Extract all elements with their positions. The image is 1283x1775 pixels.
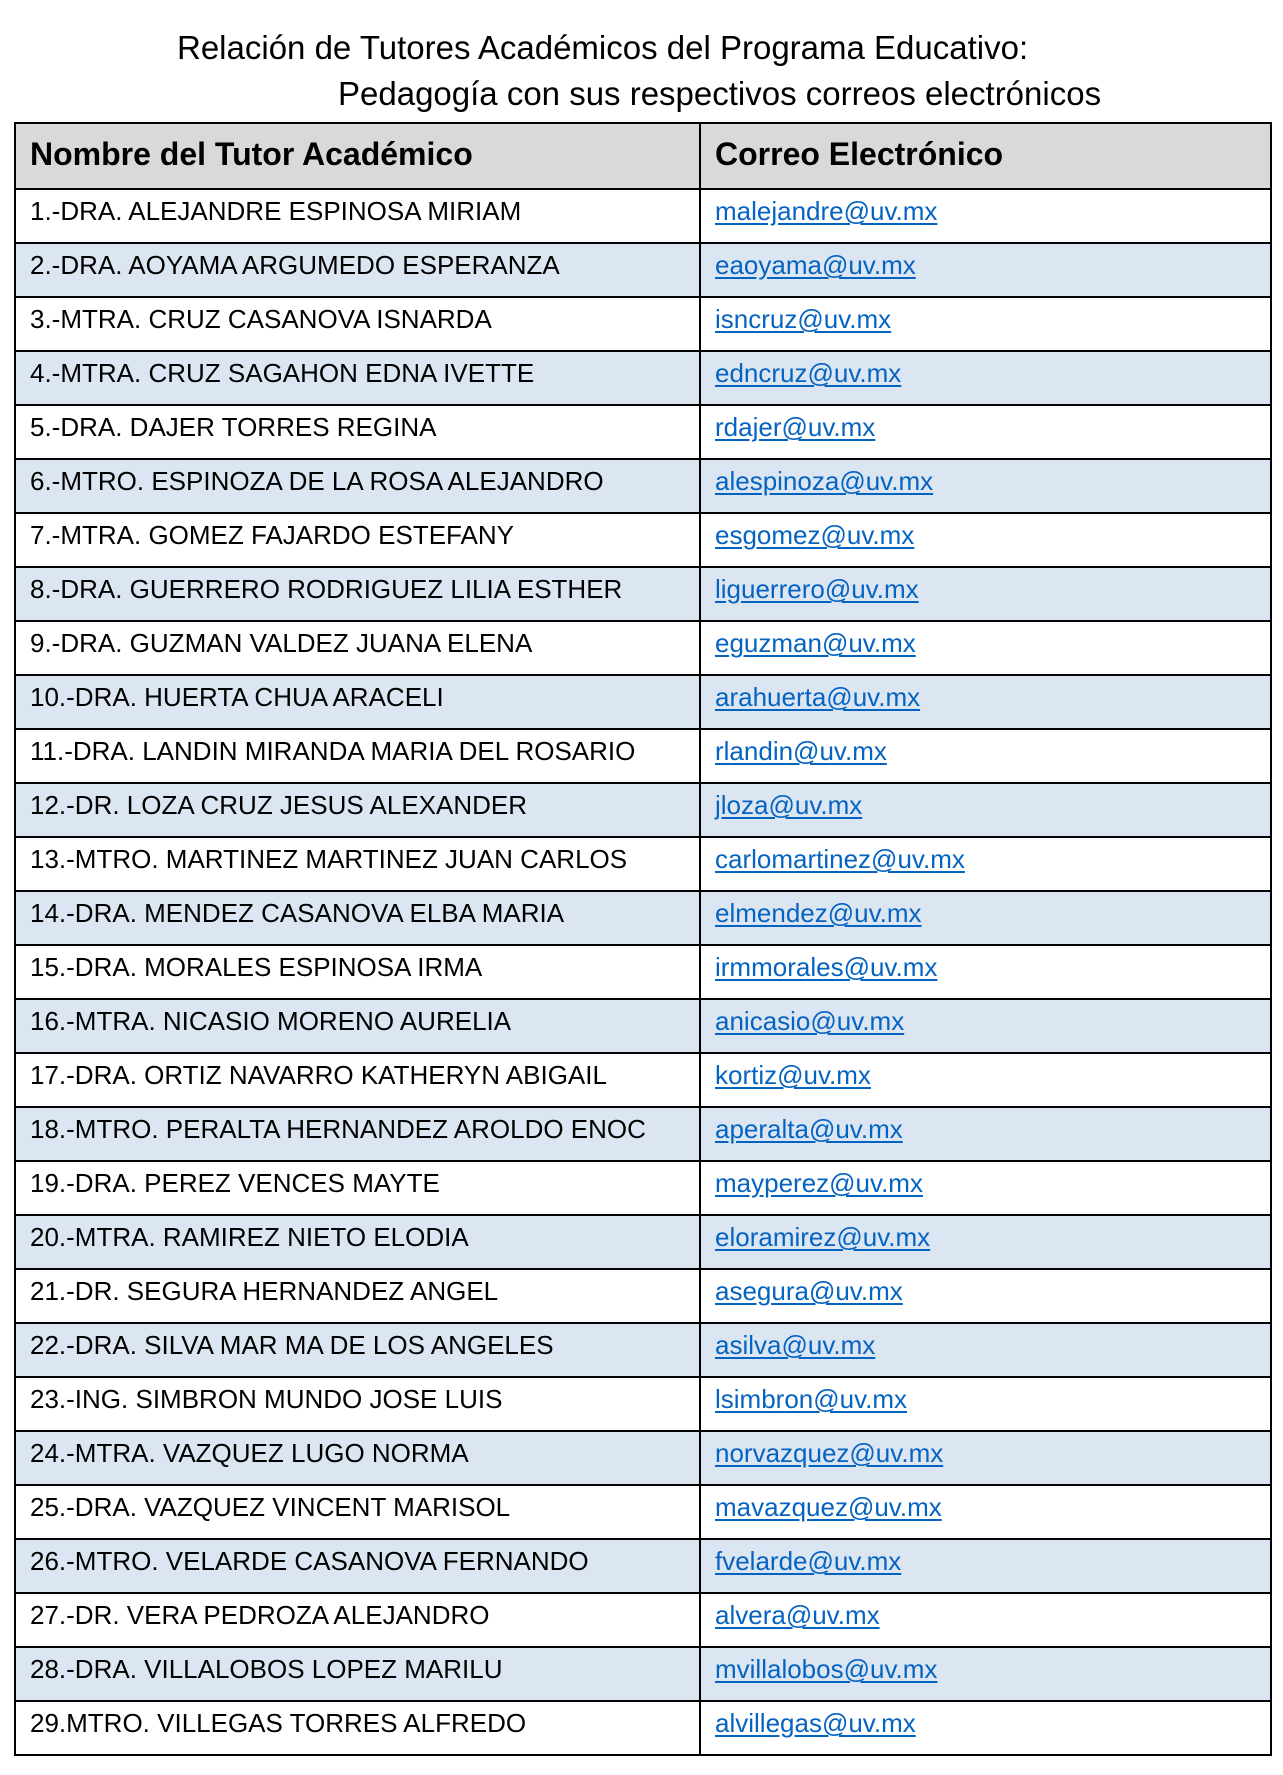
tutor-email-link[interactable]: asegura@uv.mx bbox=[715, 1276, 903, 1306]
tutor-email-cell bbox=[700, 243, 1271, 297]
tutor-email-cell bbox=[700, 1485, 1271, 1539]
tutor-email-link[interactable]: rdajer@uv.mx bbox=[715, 412, 876, 442]
tutor-name-cell: 10.-DRA. HUERTA CHUA ARACELI bbox=[15, 675, 700, 729]
tutor-email-link[interactable]: lsimbron@uv.mx bbox=[715, 1384, 908, 1414]
table-row bbox=[15, 189, 1271, 243]
tutor-email-cell bbox=[700, 351, 1271, 405]
tutor-name-cell: 13.-MTRO. MARTINEZ MARTINEZ JUAN CARLOS bbox=[15, 837, 700, 891]
tutor-email-link[interactable]: esgomez@uv.mx bbox=[715, 520, 915, 550]
tutor-name-cell: 29.MTRO. VILLEGAS TORRES ALFREDO bbox=[15, 1701, 700, 1755]
tutor-email-cell bbox=[700, 1701, 1271, 1755]
tutor-email-link[interactable]: mavazquez@uv.mx bbox=[715, 1492, 942, 1522]
tutor-name-cell: 6.-MTRO. ESPINOZA DE LA ROSA ALEJANDRO bbox=[15, 459, 700, 513]
tutor-email-link[interactable]: aperalta@uv.mx bbox=[715, 1114, 903, 1144]
document-title-line-1: Relación de Tutores Académicos del Programa Educativo: bbox=[177, 29, 1029, 66]
table-row bbox=[15, 567, 1271, 621]
tutor-email-cell bbox=[700, 1539, 1271, 1593]
table-row bbox=[15, 1377, 1271, 1431]
table-row bbox=[15, 945, 1271, 999]
table-row bbox=[15, 837, 1271, 891]
tutor-email-cell bbox=[700, 405, 1271, 459]
tutor-email-link[interactable]: fvelarde@uv.mx bbox=[715, 1546, 902, 1576]
table-row bbox=[15, 675, 1271, 729]
tutor-email-cell bbox=[700, 999, 1271, 1053]
table-row bbox=[15, 999, 1271, 1053]
tutor-email-cell bbox=[700, 1323, 1271, 1377]
tutor-email-cell bbox=[700, 1053, 1271, 1107]
tutor-name-cell: 16.-MTRA. NICASIO MORENO AURELIA bbox=[15, 999, 700, 1053]
table-row bbox=[15, 459, 1271, 513]
table-row bbox=[15, 1701, 1271, 1755]
table-row bbox=[15, 729, 1271, 783]
tutor-email-link[interactable]: isncruz@uv.mx bbox=[715, 304, 892, 334]
tutor-email-cell bbox=[700, 891, 1271, 945]
tutor-email-link[interactable]: elmendez@uv.mx bbox=[715, 898, 922, 928]
tutor-email-cell bbox=[700, 459, 1271, 513]
table-row bbox=[15, 621, 1271, 675]
tutor-name-cell: 7.-MTRA. GOMEZ FAJARDO ESTEFANY bbox=[15, 513, 700, 567]
tutor-name-cell: 22.-DRA. SILVA MAR MA DE LOS ANGELES bbox=[15, 1323, 700, 1377]
tutor-email-link[interactable]: edncruz@uv.mx bbox=[715, 358, 902, 388]
tutors-table bbox=[14, 122, 1272, 1756]
tutor-name-cell: 27.-DR. VERA PEDROZA ALEJANDRO bbox=[15, 1593, 700, 1647]
tutor-name-cell: 15.-DRA. MORALES ESPINOSA IRMA bbox=[15, 945, 700, 999]
tutor-email-link[interactable]: asilva@uv.mx bbox=[715, 1330, 876, 1360]
table-row bbox=[15, 1323, 1271, 1377]
tutor-email-link[interactable]: eloramirez@uv.mx bbox=[715, 1222, 931, 1252]
table-row bbox=[15, 405, 1271, 459]
tutor-email-cell bbox=[700, 837, 1271, 891]
tutor-email-cell bbox=[700, 1593, 1271, 1647]
tutor-name-cell: 17.-DRA. ORTIZ NAVARRO KATHERYN ABIGAIL bbox=[15, 1053, 700, 1107]
tutor-name-cell: 24.-MTRA. VAZQUEZ LUGO NORMA bbox=[15, 1431, 700, 1485]
table-row bbox=[15, 783, 1271, 837]
tutor-name-cell: 18.-MTRO. PERALTA HERNANDEZ AROLDO ENOC bbox=[15, 1107, 700, 1161]
tutor-name-cell: 28.-DRA. VILLALOBOS LOPEZ MARILU bbox=[15, 1647, 700, 1701]
table-row bbox=[15, 891, 1271, 945]
table-row bbox=[15, 1161, 1271, 1215]
tutor-email-cell bbox=[700, 189, 1271, 243]
tutor-email-cell bbox=[700, 1215, 1271, 1269]
tutor-name-cell: 12.-DR. LOZA CRUZ JESUS ALEXANDER bbox=[15, 783, 700, 837]
tutor-name-cell: 4.-MTRA. CRUZ SAGAHON EDNA IVETTE bbox=[15, 351, 700, 405]
tutor-name-cell: 2.-DRA. AOYAMA ARGUMEDO ESPERANZA bbox=[15, 243, 700, 297]
tutor-email-link[interactable]: alvillegas@uv.mx bbox=[715, 1708, 916, 1738]
tutor-name-cell: 5.-DRA. DAJER TORRES REGINA bbox=[15, 405, 700, 459]
tutor-name-cell: 3.-MTRA. CRUZ CASANOVA ISNARDA bbox=[15, 297, 700, 351]
table-header-row bbox=[15, 123, 1271, 189]
table-row bbox=[15, 1485, 1271, 1539]
tutor-email-cell bbox=[700, 1431, 1271, 1485]
table-row bbox=[15, 351, 1271, 405]
tutor-email-link[interactable]: mayperez@uv.mx bbox=[715, 1168, 923, 1198]
tutor-email-link[interactable]: carlomartinez@uv.mx bbox=[715, 844, 965, 874]
tutor-email-link[interactable]: anicasio@uv.mx bbox=[715, 1006, 905, 1036]
tutor-email-link[interactable]: alespinoza@uv.mx bbox=[715, 466, 934, 496]
tutor-name-cell: 26.-MTRO. VELARDE CASANOVA FERNANDO bbox=[15, 1539, 700, 1593]
tutor-name-cell: 1.-DRA. ALEJANDRE ESPINOSA MIRIAM bbox=[15, 189, 700, 243]
tutor-email-link[interactable]: norvazquez@uv.mx bbox=[715, 1438, 944, 1468]
tutor-email-cell bbox=[700, 783, 1271, 837]
table-row bbox=[15, 1431, 1271, 1485]
tutor-email-cell bbox=[700, 729, 1271, 783]
tutor-email-cell bbox=[700, 1107, 1271, 1161]
table-row bbox=[15, 513, 1271, 567]
tutor-name-cell: 20.-MTRA. RAMIREZ NIETO ELODIA bbox=[15, 1215, 700, 1269]
tutor-email-link[interactable]: rlandin@uv.mx bbox=[715, 736, 887, 766]
tutor-email-link[interactable]: jloza@uv.mx bbox=[715, 790, 863, 820]
tutor-email-link[interactable]: eguzman@uv.mx bbox=[715, 628, 916, 658]
tutor-email-link[interactable]: kortiz@uv.mx bbox=[715, 1060, 871, 1090]
table-row bbox=[15, 297, 1271, 351]
tutor-email-cell bbox=[700, 567, 1271, 621]
tutor-email-cell bbox=[700, 1647, 1271, 1701]
table-row bbox=[15, 1215, 1271, 1269]
table-row bbox=[15, 1269, 1271, 1323]
tutor-name-cell: 9.-DRA. GUZMAN VALDEZ JUANA ELENA bbox=[15, 621, 700, 675]
column-header-email: Correo Electrónico bbox=[700, 123, 1271, 189]
tutor-name-cell: 21.-DR. SEGURA HERNANDEZ ANGEL bbox=[15, 1269, 700, 1323]
tutor-email-link[interactable]: malejandre@uv.mx bbox=[715, 196, 938, 226]
tutor-email-cell bbox=[700, 621, 1271, 675]
tutor-email-link[interactable]: irmmorales@uv.mx bbox=[715, 952, 938, 982]
tutor-name-cell: 11.-DRA. LANDIN MIRANDA MARIA DEL ROSARIO bbox=[15, 729, 700, 783]
tutor-email-link[interactable]: arahuerta@uv.mx bbox=[715, 682, 921, 712]
tutor-email-link[interactable]: mvillalobos@uv.mx bbox=[715, 1654, 938, 1684]
tutor-email-cell bbox=[700, 297, 1271, 351]
column-header-name: Nombre del Tutor Académico bbox=[15, 123, 700, 189]
tutor-email-link[interactable]: liguerrero@uv.mx bbox=[715, 574, 919, 604]
table-row bbox=[15, 1539, 1271, 1593]
tutor-email-cell bbox=[700, 1377, 1271, 1431]
document-title-line-2: Pedagogía con sus respectivos correos electrónicos bbox=[338, 75, 1102, 112]
table-body bbox=[15, 189, 1271, 1755]
table-row bbox=[15, 1593, 1271, 1647]
tutor-email-cell bbox=[700, 1161, 1271, 1215]
tutor-email-cell bbox=[700, 513, 1271, 567]
tutor-email-link[interactable]: eaoyama@uv.mx bbox=[715, 250, 916, 280]
table-row bbox=[15, 1107, 1271, 1161]
tutor-email-cell bbox=[700, 945, 1271, 999]
tutor-email-cell bbox=[700, 1269, 1271, 1323]
tutor-name-cell: 25.-DRA. VAZQUEZ VINCENT MARISOL bbox=[15, 1485, 700, 1539]
tutor-name-cell: 23.-ING. SIMBRON MUNDO JOSE LUIS bbox=[15, 1377, 700, 1431]
table-row bbox=[15, 243, 1271, 297]
tutor-email-cell bbox=[700, 675, 1271, 729]
tutor-name-cell: 8.-DRA. GUERRERO RODRIGUEZ LILIA ESTHER bbox=[15, 567, 700, 621]
tutor-name-cell: 14.-DRA. MENDEZ CASANOVA ELBA MARIA bbox=[15, 891, 700, 945]
tutor-name-cell: 19.-DRA. PEREZ VENCES MAYTE bbox=[15, 1161, 700, 1215]
tutor-email-link[interactable]: alvera@uv.mx bbox=[715, 1600, 880, 1630]
table-row bbox=[15, 1053, 1271, 1107]
table-row bbox=[15, 1647, 1271, 1701]
